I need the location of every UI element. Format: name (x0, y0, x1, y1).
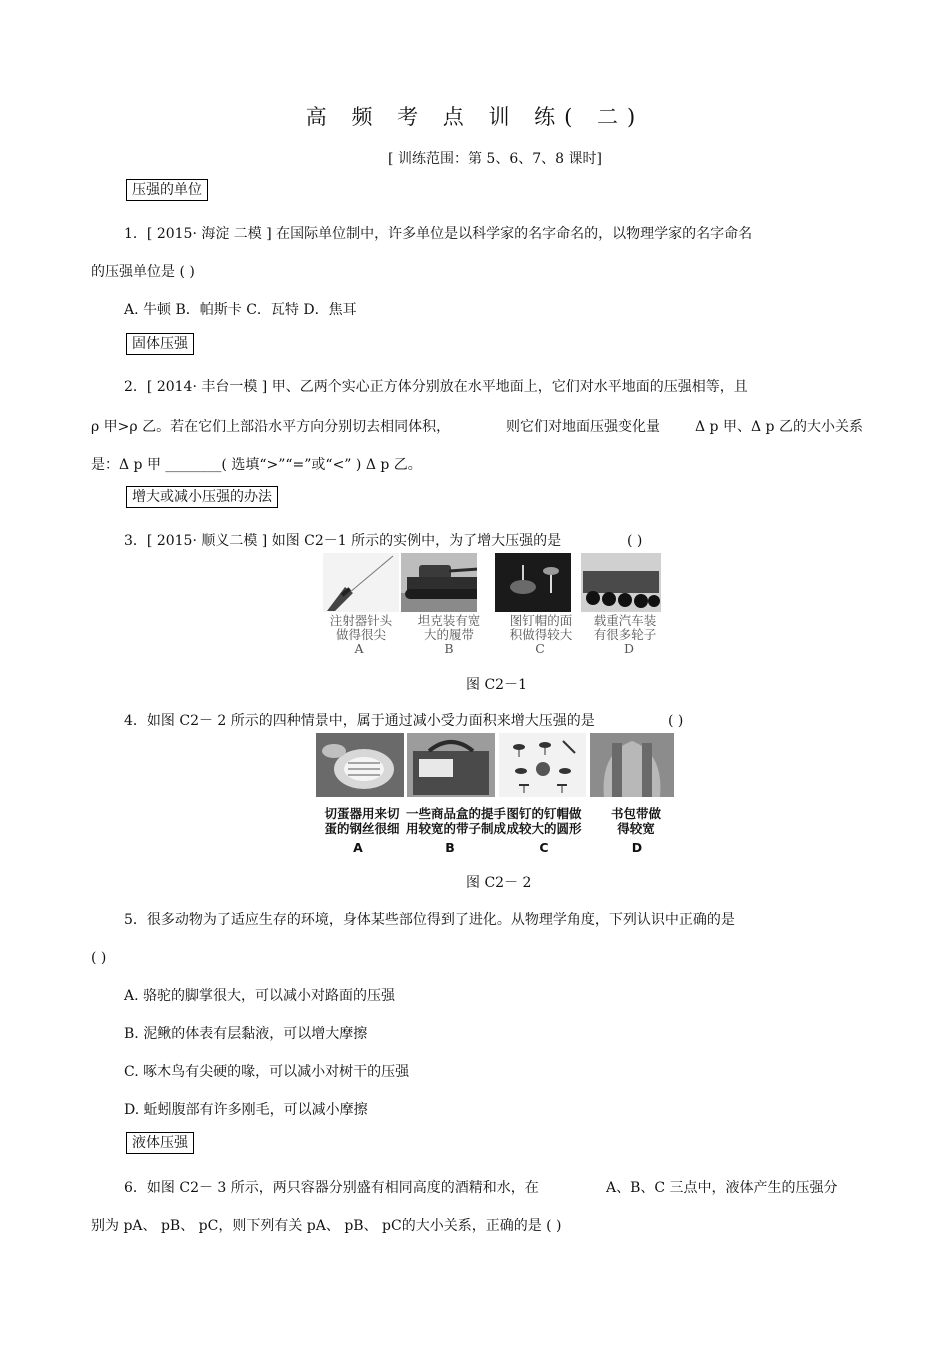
q2-stem-line3: 是：Δ p 甲 ________( 选填“>”“=”或“<” ) Δ p 乙。 (91, 457, 422, 473)
q6-stem-line1b: A、B、C 三点中，液体产生的压强分 (606, 1180, 838, 1196)
q5-option-a: A. 骆驼的脚掌很大，可以减小对路面的压强 (124, 988, 396, 1004)
q6-stem-line1a: 6．如图 C2－ 3 所示，两只容器分别盛有相同高度的酒精和水，在 (124, 1180, 539, 1196)
fig2-letter-d: D (631, 840, 643, 855)
fig2-caption-c: 图钉的钉帽做 成较大的圆形 (506, 806, 582, 836)
fig1-caption-c: 图钉帽的面 积做得较大 (509, 613, 573, 642)
section-label-unit: 压强的单位 (126, 179, 208, 201)
page-subtitle: [ 训练范围：第 5、6、7、8 课时] (388, 151, 602, 167)
q5-option-c: C. 啄木鸟有尖硬的喙，可以减小对树干的压强 (124, 1064, 410, 1080)
q4-stem: 4．如图 C2－ 2 所示的四种情景中，属于通过减小受力面积来增大压强的是 (124, 713, 595, 729)
fig1-caption-d: 载重汽车装 有很多轮子 (593, 613, 657, 642)
fig2-caption-b: 一些商品盒的提手 用较宽的带子制成 (405, 806, 506, 836)
thumbtack-photo (495, 553, 571, 612)
truck-photo (581, 553, 661, 612)
section-label-liquid: 液体压强 (126, 1132, 194, 1154)
fig1-letter-a: A (354, 641, 364, 656)
fig1-caption-a: 注射器针头 做得很尖 (329, 613, 393, 642)
pins-photo (499, 733, 586, 797)
q1-options: A. 牛顿 B．帕斯卡 C．瓦特 D．焦耳 (124, 302, 357, 318)
figure-c2-1-label: 图 C2－1 (466, 677, 527, 693)
q1-stem-line1: 1．[ 2015· 海淀 二模 ] 在国际单位制中，许多单位是以科学家的名字命名的，以物理学家的名字命名 (124, 226, 753, 242)
figure-c2-1 (323, 553, 663, 658)
page-title: 高 频 考 点 训 练( 二) (305, 105, 645, 129)
q3-stem: 3．[ 2015· 顺义二模 ] 如图 C2－1 所示的实例中，为了增大压强的是 (124, 533, 562, 549)
fig2-letter-a: A (353, 840, 363, 855)
fig2-caption-a: 切蛋器用来切 蛋的钢丝很细 (324, 806, 400, 836)
q2-stem-line2a: ρ 甲>ρ 乙。若在它们上部沿水平方向分别切去相同体积， (91, 419, 451, 435)
section-label-methods: 增大或减小压强的办法 (126, 486, 278, 508)
fig1-caption-b: 坦克装有宽 大的履带 (417, 613, 481, 642)
fig1-letter-c: C (535, 641, 545, 656)
fig2-letter-c: C (539, 840, 549, 855)
fig1-letter-b: B (444, 641, 454, 656)
q6-stem-line2: 别为 pA、 pB、 pC，则下列有关 pA、 pB、 pC的大小关系，正确的是 ( ) (91, 1218, 562, 1234)
egg-slicer-photo (316, 733, 404, 797)
figure-c2-2-label: 图 C2－ 2 (466, 875, 532, 891)
q1-stem-line2: 的压强单位是 ( ) (91, 264, 195, 280)
figure-c2-2 (316, 733, 676, 859)
fig2-caption-d: 书包带做 得较宽 (610, 806, 661, 836)
q5-stem-line1: 5．很多动物为了适应生存的环境，身体某些部位得到了进化。从物理学角度，下列认识中正确的是 (124, 912, 735, 928)
tank-photo (401, 553, 477, 612)
backpack-photo (590, 733, 674, 797)
syringe-photo (323, 553, 399, 612)
fig2-letter-b: B (445, 840, 455, 855)
section-label-solid: 固体压强 (126, 333, 194, 355)
q2-stem-line2c: Δ p 甲、Δ p 乙的大小关系 (695, 419, 863, 435)
q5-option-d: D. 蚯蚓腹部有许多刚毛，可以减小摩擦 (124, 1102, 368, 1118)
q4-answer-paren: ( ) (668, 713, 684, 729)
q3-answer-paren: ( ) (627, 533, 643, 549)
gift-box-photo (407, 733, 495, 797)
fig1-letter-d: D (623, 641, 635, 656)
q2-stem-line2b: 则它们对地面压强变化量 (506, 419, 660, 435)
q5-option-b: B. 泥鳅的体表有层黏液，可以增大摩擦 (124, 1026, 368, 1042)
q5-stem-line2: ( ) (91, 950, 107, 966)
q2-stem-line1: 2．[ 2014· 丰台一模 ] 甲、乙两个实心正方体分别放在水平地面上，它们对水平地面的压强相等，且 (124, 379, 748, 395)
